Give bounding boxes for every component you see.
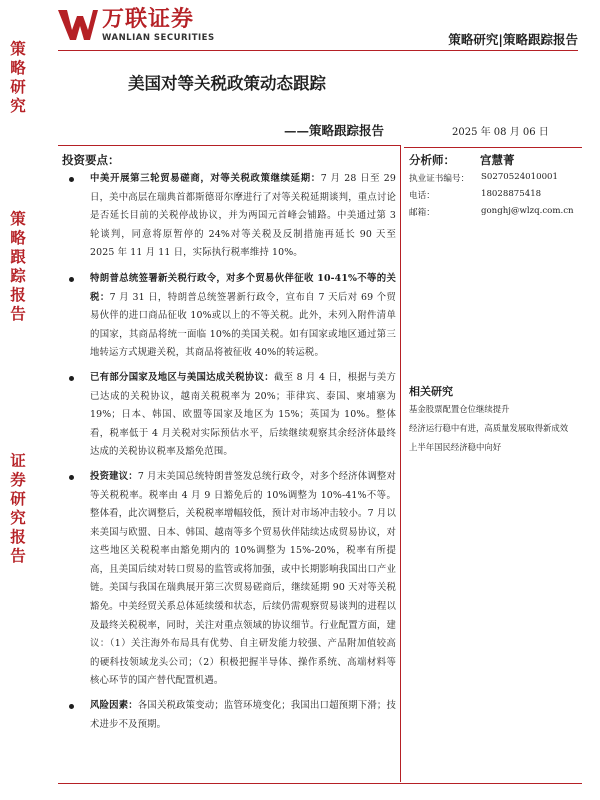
side-char: 研 bbox=[10, 78, 26, 96]
email-label: 邮箱： bbox=[409, 208, 435, 218]
company-logo bbox=[58, 8, 218, 44]
highlight-item bbox=[64, 170, 396, 263]
side-char: 究 bbox=[10, 509, 26, 527]
side-char: 报 bbox=[10, 286, 26, 304]
analyst-label: 分析师： bbox=[409, 153, 455, 167]
license-value: S0270524010001 bbox=[481, 172, 558, 182]
related-research-item[interactable]: 上半年国民经济稳中向好 bbox=[409, 442, 502, 452]
phone-label: 电话： bbox=[409, 191, 435, 201]
related-research-item[interactable]: 基金股票配置仓位继续提升 bbox=[409, 404, 510, 414]
related-research-list bbox=[409, 400, 579, 457]
side-char: 究 bbox=[10, 97, 26, 115]
page-bottom-divider bbox=[58, 783, 582, 784]
highlight-item bbox=[64, 468, 396, 691]
highlight-item bbox=[64, 369, 396, 462]
report-subtitle: ——策略跟踪报告 bbox=[284, 123, 385, 138]
main-column-top-divider bbox=[58, 145, 400, 146]
investment-highlights-heading: 投资要点： bbox=[62, 153, 120, 167]
side-label-strategy-tracking-report bbox=[6, 210, 30, 324]
side-char: 策 bbox=[10, 40, 26, 58]
bullet-dot-icon bbox=[69, 475, 74, 480]
side-label-strategy-research bbox=[6, 40, 30, 116]
highlight-item bbox=[64, 270, 396, 363]
phone-value: 18028875418 bbox=[481, 189, 542, 199]
highlight-lead: 投资建议： bbox=[90, 470, 138, 482]
column-separator bbox=[400, 145, 401, 782]
wanlian-logo-mark-icon bbox=[58, 8, 98, 42]
side-char: 告 bbox=[10, 547, 26, 565]
highlight-item bbox=[64, 697, 396, 734]
side-char: 券 bbox=[10, 471, 26, 489]
logo-chinese-name: 万联证券 bbox=[102, 7, 195, 32]
license-label: 执业证书编号： bbox=[409, 174, 470, 184]
side-char: 证 bbox=[10, 452, 26, 470]
report-category-tag: 策略研究|策略跟踪报告 bbox=[448, 32, 578, 47]
related-research-heading: 相关研究 bbox=[409, 385, 453, 398]
highlight-body: 截至 8 月 4 日，根据与美方已达成的关税协议，越南关税税率为 20%；菲律宾、泰国、柬埔寨为 19%；日本、韩国、欧盟等国家及地区为 15%；英国为 10%。整体看，税率低于 4 月关税对实际预估水平，后续继续观察其余经济体最终达成的关税协议税率及豁免范围。 bbox=[90, 371, 396, 458]
side-char: 报 bbox=[10, 528, 26, 546]
highlight-body: 7 月末美国总统特朗普签发总统行政令，对多个经济体调整对等关税税率。税率由 4 月 9 日豁免后的 10%调整为 10%-41%不等。整体看，此次调整后，关税税率增幅较低，预计对市场冲击较小。7 月以来美国与欧盟、日本、韩国、越南等多个贸易伙伴陆续达成贸易协议，对这些地区关税税率由豁免期内的 10%调整为 15%-20%，税率有所提高，且美国后续对转口贸易的监管或将加强，或中长期影响我国出口产业链。美国与我国在瑞典展开第三次贸易磋商后，继续延期 90 天对等关税豁免。中美经贸关系总体延续缓和状态，后续仍需观察贸易谈判的进程以及最终关税税率，同时，关注对重点领域的协议细节。行业配置方面，建议：（1）关注海外布局具有优势、自主研发能力较强、产品附加值较高的硬科技领域龙头公司；（2）积极把握半导体、操作系统、高端材料等核心环节的国产替代配置机遇。 bbox=[90, 470, 396, 687]
report-date: 2025 年 08 月 06 日 bbox=[452, 127, 549, 138]
highlight-lead: 特朗普总统签署新关税行政令，对多个贸易伙伴征收 10-41%不等的关税： bbox=[90, 272, 396, 303]
bullet-dot-icon bbox=[69, 177, 74, 182]
side-char: 告 bbox=[10, 305, 26, 323]
side-char: 略 bbox=[10, 229, 26, 247]
investment-highlights-list bbox=[64, 170, 396, 734]
bullet-dot-icon bbox=[69, 704, 74, 709]
analyst-name: 宫慧菁 bbox=[480, 153, 515, 167]
highlight-lead: 已有部分国家及地区与美国达成关税协议： bbox=[90, 371, 274, 383]
highlight-lead: 风险因素： bbox=[90, 700, 138, 712]
bullet-dot-icon bbox=[69, 376, 74, 381]
header-divider bbox=[58, 50, 578, 51]
side-char: 跟 bbox=[10, 248, 26, 266]
highlight-lead: 中美开展第三轮贸易磋商，对等关税政策继续延期： bbox=[90, 173, 321, 184]
side-label-securities-research-report bbox=[6, 452, 30, 566]
logo-english-name: WANLIAN SECURITIES bbox=[102, 33, 215, 43]
bullet-dot-icon bbox=[69, 277, 74, 282]
email-value[interactable]: gonghj@wlzq.com.cn bbox=[481, 206, 574, 216]
side-char: 略 bbox=[10, 59, 26, 77]
related-research-item[interactable]: 经济运行稳中有进，高质量发展取得新成效 bbox=[409, 423, 569, 433]
highlight-body: 各国关税政策变动；监管环境变化；我国出口超预期下滑；技术进步不及预期。 bbox=[90, 700, 396, 730]
highlight-body: 7 月 28 日至 29 日，美中高层在瑞典首都斯德哥尔摩进行了对等关税延期谈判，重点讨论是否延长目前的关税停战协议，并为两国元首峰会铺路。中美通过第 3 轮谈判，同意将原暂停的 24%对等关税及反制措施再延长 90 天至 2025 年 11 月 11 日，实际执行税率维持 10%。 bbox=[90, 173, 397, 259]
report-title: 美国对等关税政策动态跟踪 bbox=[128, 74, 326, 93]
side-char: 策 bbox=[10, 210, 26, 228]
highlight-body: 7 月 31 日，特朗普总统签署新行政令，宣布自 7 天后对 69 个贸易伙伴的进口商品征收 10%或以上的不等关税。此外，未列入附件清单的国家，其商品将统一面临 10%的美国关税。如有国家或地区通过第三地转运方式规避关税，其商品将被征收 40%的转运税。 bbox=[90, 291, 396, 359]
side-char: 研 bbox=[10, 490, 26, 508]
side-char: 踪 bbox=[10, 267, 26, 285]
analyst-panel-divider bbox=[404, 147, 582, 148]
